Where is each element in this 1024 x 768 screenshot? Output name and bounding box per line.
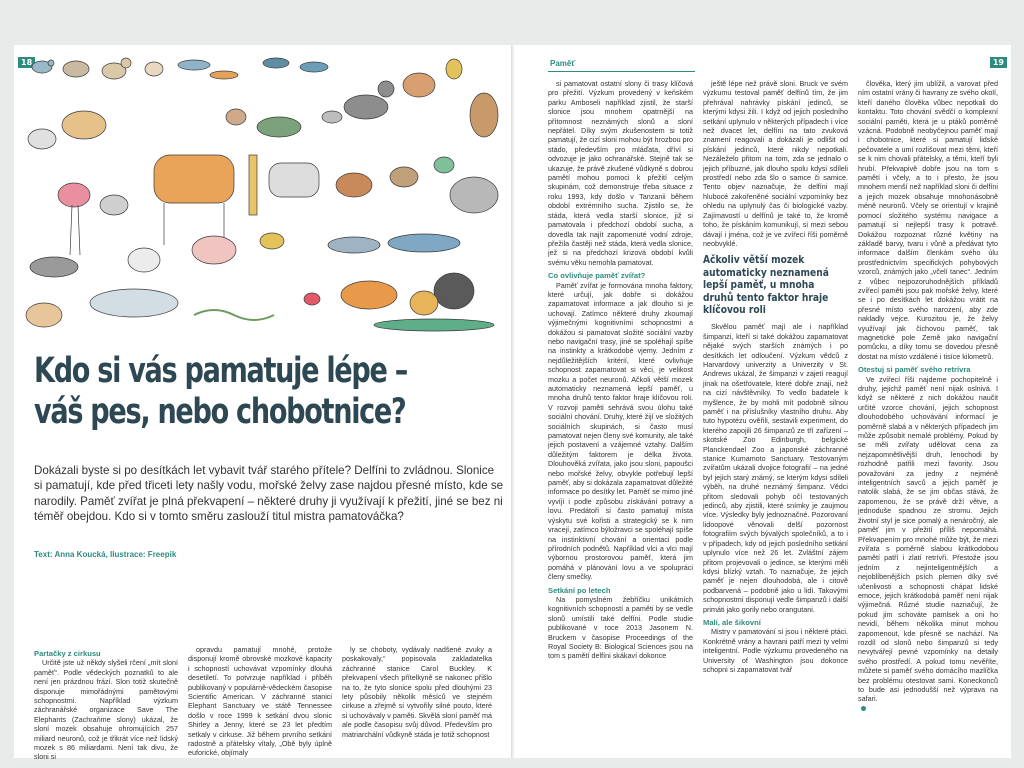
headline-line-2: váš pes, nebo chobotnice? <box>34 392 406 432</box>
hedgehog-icon <box>63 61 89 77</box>
article-credit: Text: Anna Koucká, Ilustrace: Freepik <box>34 550 177 559</box>
bird-icon <box>446 59 462 79</box>
section-divider <box>548 71 695 72</box>
paragraph: Ve zvířecí říši najdeme pochopitelně i druhy, jejichž paměť není nijak oslnivá. I když se některé z nich dokážou naučit určité vzorce chování, jejich schopnost dlouhodobého uchovávání informací je poměrně slabá a v některých případech jim může způsobit nemalé problémy. Pokud by se měli zvířaty udělovat cena za nejzapomnětlivější druh, lenochodi by rozhodně patřili mezi favority. Jsou považováni za jedny z nejméně inteligentních savců a jejich paměť je natolik slabá, že se jim občas stává, že zapomenou, že se právě drží větve, a jednoduše spadnou ze stromu. Jejich životní styl je sice pomalý a nenáročný, ale paměť jim v přežití příliš nepomáhá. Překvapením pro mnohé může být, že mezi zvířata s poměrně slabou krátkodobou pamětí patří i zlatí retrívři. Přestože jsou jedním z nejinteligentnějších a nejoblíbenějších psích plemen díky své učenlivosti a schopnosti chápat lidské emoce, jejich krátkodobá paměť není nijak výjimečná. Různé studie naznačují, že pokud jim schováte pamlsek a oni ho nevidí, během několika minut mohou zapomenout, kde přesně se nachází. Na rozdíl od slonů nebo šimpanzů si tedy nevytvářejí pevné vzpomínky na detaily svého prostředí. A pokud tomu nevěříte, můžete si paměť svého domácího mazlíčka bez problému otestovat sami. Koneckonců to bude asi jednodušší než výprava na safari. <box>858 374 998 704</box>
page-number-right: 19 <box>990 57 1007 68</box>
flamingo-icon <box>58 183 90 255</box>
paragraph: si pamatovat ostatní slony či trasy klíčová pro přežití. Výzkum provedený v keňském parku Amboseli například zjistil, že starší slonice jsou mnohem opatrnější na přítomnost neznámých slonů a sloní nepřátel. Díky svým zkušenostem si totiž pamatují, že cizí sloni mohou být hrozbou pro stádo, především pro mláďata, dříví si odvozuje je jako ochranářské. Stejně tak se ukazuje, že právě zkušené vůdkyně s dobrou pamětí mohou pomoci k přežití celým skupinám, což demonstruje třeba situace z roku 1993, kdy došlo v Tanzanii během období extrémního sucha. Zjistilo se, že stáda, která vedla starší slonice, již si pamatovala i předchozí období sucha, a dovedla tak najít zapomenuté vodní zdroje, přežila častěji než stáda, která vedla slonice, jež si na předchozí krizová období kvůli svému věku nemohla pamatovat. <box>548 79 693 267</box>
left-column-1 <box>34 645 178 762</box>
left-column-2 <box>188 645 332 758</box>
paragraph: člověka, který jim ublížil, a varovat před ním ostatní vrány či havrany ze svého okolí, kteří daného člověka vůbec nepotkali do kontaktu. Toto chování svědčí o komplexní sociální paměti, která je u ptáků poměrně vzácná. Podobně neobyčejnou paměť mají i chobotnice, které si pamatují lidské pečovatele a umí rozlišovat mezi těmi, kteří se k nim chovali přátelsky, a těmi, kteří byli hrubí. Překvapivě dobře jsou na tom s pamětí i včely, a to i přesto, že jsou mnohem menší než například sloni či delfíni a jejich mozek obsahuje mnohonásobně méně neuronů. Včely se orientují v krajině pomocí složitého systému navigace a pamatují si nejlepší trasy k potravě. Dokážou rozpoznat různé květiny na základě barvy, tvaru i vůně a předávat tyto informace dalším členkám svého úlu prostřednictvím specifických pohybových vzorců, známých jako „včelí tanec“. Jedním z vůbec nejpozoruhodnějších příkladů zvířecí paměti jsou pak mořské želvy, které se i po desítkách let dokážou vrátit na přesné místo svého narození, aby zde nakladly vejce. Kurozitou je, že želvy využívají jak čichovou paměť, tak magnetické pole Země jako navigační pomůcku, a díky tomu se dovedou přesně dostat na místo vzdálené i tisíce kilometrů. <box>858 79 998 361</box>
fish-icon <box>300 62 328 72</box>
end-mark <box>861 706 866 711</box>
butterfly-icon <box>304 293 320 305</box>
right-column-1 <box>548 79 693 754</box>
paragraph: ly se choboty, vydávaly nadšené zvuky a poskakovaly,“ popisovala zakladatelka záchranné stanice Carol Buckley. K překvapení všech přítelkyně se nakonec přišlo na to, že tyto slonice spolu před dlouhými 23 lety působily několik měsíců ve stejném cirkuse a zřejmě si vytvořily silné pouto, které si uchovávaly v paměti. Skvělá sloní paměť má ale podle časopisu svůj důvod. Především pro matriarchální vůdkyně stáda je totiž schopnost <box>342 645 492 739</box>
article-lead: Dokázali byste si po desítkách let vybavit tvář starého přítele? Delfíni to zvládnou. Slonice si pamatují, kde před třiceti lety našly vodu, mořské želvy zase najdou přesné místo, kde se narodily. Paměť zvířat je plná překvapení – některé druhy ji využívají k přežití, jiné se bez ni téměř obejdou. Kdo si v tomto směru zaslouží titul mistra pamatováčka? <box>34 464 504 524</box>
paragraph: Mistry v pamatování si jsou i některé ptáci. Konkrétně vrány a havrani patří mezi ty velmi inteligentní. Podle výzkumu provedeného na University of Washington jsou dokonce schopni si zapamatovat tvář <box>703 627 848 674</box>
snake-icon <box>194 310 274 320</box>
bird-icon <box>32 60 54 73</box>
pig-icon <box>192 236 236 264</box>
duck-icon <box>260 233 284 249</box>
section-tag: Paměť <box>550 59 576 68</box>
paragraph: Skvělou paměť mají ale i například šimpanzi, kteří si také dokážou zapamatovat nějaké svých starších známých i po desítkách let odloučení. Výzkum vědců z Harvardovy univerzity a Univerzity v St. Andrews ukázal, že šimpanzi v zajetí reagují jinak na ošetřovatele, které dobře znají, než na cizí návštěvníky. To vedlo badatele k myšlence, že by mohli mít podobně silnou paměť i na příslušníky vlastního druhu. Aby tuto hypotézu ověřili, sestavili experiment, do kterého zapojili 26 šimpanzů ze tří zařízení – skotské Zoo Edinburgh, belgické Planckendael Zoo a japonské záchranné stanice Kumamoto Sanctuary. Testovaným zvířatům ukázali dvojice fotografií – na jedné byl jejich starý známý, se kterým kdysi sdíleli výběh, na druhé neznámý šimpanz. Vědci přitom sledovali pohyb očí testovaných jedinců, aby zjistili, které snímky je zaujmou více. Výsledky byly jednoznačné. Pozorovaní lidoopové věnovali delší pozornost fotografiím svých bývalých společníků, a to i v případech, kdy od jejich posledního setkání uplynulo více než 26 let. Zvláštní zájem přitom projevovali o jedince, se kterými měli kdysi blízký vztah. To naznačuje, že jejich paměť je nejen dlouhodobá, ale i citově podbarvená – podobně jako u lidí. Takovými schopnostmi disponují vedle šimpanzů i další primáti jako gorily nebo orangutani. <box>703 322 848 614</box>
bird-icon <box>263 58 289 68</box>
animal-illustration <box>14 45 512 333</box>
goat-icon <box>28 129 56 149</box>
shark-icon <box>328 237 380 253</box>
horse-icon <box>269 163 319 197</box>
dog-icon <box>403 73 435 97</box>
raccoon-icon <box>30 257 78 277</box>
page-number-left: 18 <box>18 57 35 68</box>
bird-icon <box>434 157 454 173</box>
gorilla-icon <box>434 273 474 309</box>
elephant-icon <box>450 177 498 213</box>
ostrich-icon <box>100 195 128 215</box>
subhead-otestuj: Otestuj si paměť svého retrívra <box>858 365 971 375</box>
tiger-icon <box>341 281 397 309</box>
paragraph: Určitě jste už někdy slyšeli rčení „mít sloní paměť“. Podle vědeckých poznatků to ale není jen prázdnou frází. Slon totiž skutečně disponuje mimořádnými pamětovými schopnostmi. Například výzkum záchranářské organizace Save The Elephants (Zachraňme slony) ukázal, že sloní mozek obsahuje ohromujících 257 miliard neuronů, což je třikrát více než lidský mozek s 86 miliardami. Není tak divu, že sloni si <box>34 658 178 762</box>
subhead-mali: Malí, ale šikovní <box>703 617 761 627</box>
whale-icon <box>90 289 178 317</box>
paragraph: Paměť zvířat je formována mnoha faktory, které určují, jak dobře si dokážou zapamatovat informace a jak dlouho si je uchovají. Zatímco některé druhy zkoumají výjimečnými kognitivními schopnostmi a dokážou si pamatovat složité sociální vazby nebo navigační trasy, jiné se spoléhají spíše na instinkty a krátkodobé vjemy. Jedním z nejdůležitějších kritérií, které ovlivňuje schopnost zapamatovat si věci, je velikost mozku a počet neuronů. Ačkoli větší mozek automaticky neznamená lepší paměť, u mnoha druhů tento faktor hraje klíčovou roli. V rozvoji paměti sehrává svou úlohu také sociální chování. Druhy, které žijí ve složitých sociálních skupinách, si často musí pamatovat nejen členy své komunity, ale také jejich postavení a vzájemné vztahy. Dalším důležitým faktorem je délka života. Dlouhověká zvířata, jako jsou sloni, papoušci nebo mořské želvy, obvykle potřebují lepší paměť, aby si dokázala zapamatovat důležité informace po desítky let. Paměť se mimo jiné vyvíjí i podle způsobu získávání potravy a lovu. Predátoři si často pamatují místa výskytu své kořisti a strategický se k nim vracejí, zatímco býložravci se spoléhají spíše na instinktivní chování a orientaci podle přírodních podnětů. Například vlci a vlci mají výbornou prostorovou paměť, která jim pomáhá v plánování lovu a ve spolupráci členy smečky. <box>548 280 693 582</box>
subhead-partacky: Partačky z cirkusu <box>34 649 101 658</box>
fish-icon <box>178 60 238 79</box>
deer-icon <box>336 173 372 197</box>
paragraph: ještě lépe než právě sloni. Bruck ve svém výzkumu testoval paměť delfínů tím, že jim přehrával nahrávky pískání jedinců, se kterými kdysi žili. I když od jejich posledního setkání uplynulo v některých případech i více než dvacet let, delfíni na tato zvuková znamení reagovali a dokázali je odlišit od pískání jedinců, které nikdy nepotkali. Nezáleželo přitom na tom, zda se jednalo o jejich příbuzné, jak dlouho spolu kdysi sdíleli prostředí nebo zda šlo o samce či samice. Tento objev naznačuje, že delfíni mají hlubocé zakořeněné sociální vzpomínky bez ohledu na uplynulý čas či biologické vazby. Zajímavostí u delfínů je také to, že kromě toho, že pískáním komunikují, si mezi sebou dávají i jména, což je ve zvířecí říši poměrně neobvyklé. <box>703 79 848 248</box>
owl-icon <box>470 93 498 137</box>
crocodile-icon <box>374 319 494 331</box>
pull-quote: Ačkoliv větší mozek automaticky neznamená lepší paměť, u mnoha druhů tento faktor hraje klíčovou roli <box>703 254 829 316</box>
dolphin-icon <box>388 234 460 252</box>
mouse-icon <box>322 111 342 123</box>
left-page <box>14 45 512 762</box>
subhead-co-ovlivnuje: Co ovlivňuje paměť zvířat? <box>548 271 646 281</box>
lion-icon <box>410 291 438 315</box>
left-column-3 <box>342 645 492 755</box>
cow-icon <box>154 155 234 245</box>
right-column-3 <box>858 79 998 754</box>
rabbit-icon <box>226 109 246 125</box>
rabbit-icon <box>145 62 163 76</box>
giraffe-icon <box>249 155 257 215</box>
cat-icon <box>344 81 394 119</box>
paragraph: opravdu pamatují mnohé, protože disponují kromě obrovské mozkové kapacity i schopností uchovávat vzpomínky dlouhá desetiletí. To potvrzuje například i příběh publikovaný v populárně-vědeckém časopise Scientific American. V záchranné stanici Elephant Sanctuary ve státě Tennessee došlo v roce 1999 k setkání dvou slonic Shirley a Jenny, které se 23 let předtím setkaly v cirkuse. Již během prvního setkání radostně a přátelsky vítaly, „Obě byly úplně euforické, objímaly <box>188 645 332 758</box>
right-page <box>514 45 1011 758</box>
dog-icon <box>390 167 418 187</box>
cat-icon <box>102 58 131 79</box>
sheep-icon <box>128 248 160 272</box>
paragraph: Na pomyslném žebříčku unikátních kognitivních schopností a paměti by se vedle slonů umístili také delfíni. Podle studie publikované v roce 2013 Jasonem N. Bruckem v časopise Proceedings of the Royal Society B: Biological Sciences jsou na tom s pamětí delfíni skákaví dokonce <box>548 594 693 661</box>
lion-icon <box>62 111 106 139</box>
dog-icon <box>26 303 62 327</box>
right-column-2 <box>703 79 848 754</box>
subhead-setkani: Setkání po letech <box>548 585 611 595</box>
turtle-icon <box>257 117 301 137</box>
headline-line-1: Kdo si vás pamatuje lépe – <box>34 351 407 391</box>
article-headline <box>34 351 438 433</box>
